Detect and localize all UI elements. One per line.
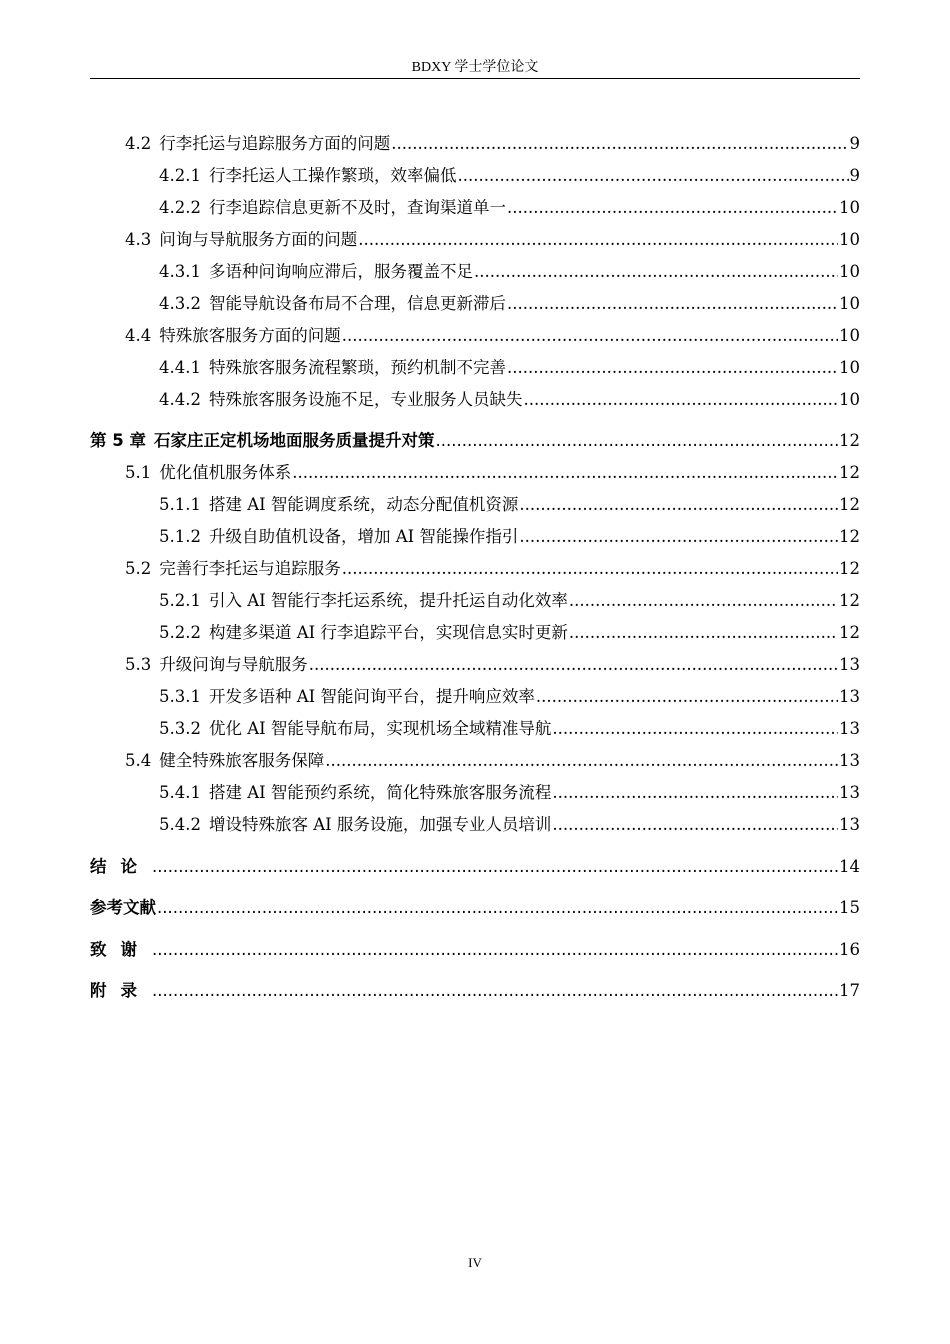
- toc-chapter-entry[interactable]: [90, 892, 860, 924]
- toc-entry-number: 5.1.2: [159, 527, 201, 546]
- toc-entry-title: 搭建 AI 智能预约系统，简化特殊旅客服务流程: [208, 783, 552, 802]
- toc-chapter-entry[interactable]: [90, 425, 860, 457]
- toc-entry-number: 第 5 章: [90, 431, 146, 450]
- toc-entry[interactable]: [90, 192, 860, 224]
- toc-leader-dots: [523, 384, 838, 416]
- toc-entry-number: 5.4.1: [159, 783, 201, 802]
- toc-leader-dots: [342, 320, 838, 352]
- toc-entry-number: 5.2: [125, 559, 152, 578]
- toc-entry-number: 5.2.1: [159, 591, 201, 610]
- toc-entry-title: 石家庄正定机场地面服务质量提升对策: [153, 431, 435, 450]
- toc-entry-title: 搭建 AI 智能调度系统，动态分配值机资源: [208, 495, 519, 514]
- page-footer: [0, 1255, 950, 1271]
- toc-entry[interactable]: [90, 352, 860, 384]
- toc-entry[interactable]: [90, 384, 860, 416]
- toc-entry-number: 5.2.2: [159, 623, 201, 642]
- toc-entry-page: 12: [839, 559, 860, 578]
- toc-entry-page: 13: [839, 655, 860, 674]
- toc-entry-number: 5.1: [125, 463, 152, 482]
- toc-leader-dots: [152, 934, 838, 966]
- toc-entry[interactable]: [90, 745, 860, 777]
- toc-entry-number: 5.1.1: [159, 495, 201, 514]
- toc-entry[interactable]: [90, 681, 860, 713]
- toc-entry-title: 开发多语种 AI 智能问询平台，提升响应效率: [208, 687, 535, 706]
- toc-entry-number: 4.3: [125, 230, 152, 249]
- toc-entry-number: 4.4: [125, 326, 152, 345]
- toc-entry-title: 致谢: [90, 940, 151, 959]
- toc-entry[interactable]: [90, 256, 860, 288]
- toc-entry-page: 9: [849, 166, 860, 185]
- toc-entry-number: 5.4: [125, 751, 152, 770]
- page-header: [90, 58, 860, 79]
- toc-entry-page: 14: [839, 857, 860, 876]
- toc-entry[interactable]: [90, 553, 860, 585]
- toc-entry-page: 12: [839, 527, 860, 546]
- toc-chapter-entry[interactable]: [90, 975, 860, 1007]
- toc-entry-number: 5.3.2: [159, 719, 201, 738]
- toc-entry[interactable]: [90, 224, 860, 256]
- toc-entry[interactable]: [90, 809, 860, 841]
- toc-leader-dots: [507, 192, 838, 224]
- toc-leader-dots: [152, 975, 838, 1007]
- toc-entry-title: 特殊旅客服务方面的问题: [159, 326, 341, 345]
- toc-leader-dots: [552, 777, 838, 809]
- toc-entry-title: 构建多渠道 AI 行李追踪平台，实现信息实时更新: [208, 623, 568, 642]
- toc-entry[interactable]: [90, 128, 860, 160]
- toc-entry-title: 特殊旅客服务流程繁琐，预约机制不完善: [208, 358, 506, 377]
- toc-entry[interactable]: [90, 320, 860, 352]
- header-title: BDXY 学士学位论文: [411, 60, 539, 75]
- toc-entry-page: 16: [839, 940, 860, 959]
- toc-leader-dots: [157, 892, 838, 924]
- toc-leader-dots: [309, 649, 838, 681]
- toc-entry-number: 4.4.2: [159, 390, 201, 409]
- toc-entry[interactable]: [90, 617, 860, 649]
- toc-entry-page: 13: [839, 751, 860, 770]
- toc-entry[interactable]: [90, 160, 860, 192]
- toc-entry-page: 13: [839, 783, 860, 802]
- toc-entry-page: 10: [839, 230, 860, 249]
- toc-entry-page: 17: [839, 981, 860, 1000]
- toc-leader-dots: [325, 745, 838, 777]
- toc-leader-dots: [342, 553, 838, 585]
- toc-entry-page: 13: [839, 687, 860, 706]
- toc-leader-dots: [507, 352, 838, 384]
- toc-entry-title: 升级自助值机设备，增加 AI 智能操作指引: [208, 527, 519, 546]
- toc-entry-title: 附录: [90, 981, 151, 1000]
- toc-entry-title: 行李追踪信息更新不及时，查询渠道单一: [208, 198, 506, 217]
- toc-leader-dots: [457, 160, 848, 192]
- toc-leader-dots: [519, 521, 838, 553]
- toc-entry-title: 完善行李托运与追踪服务: [159, 559, 341, 578]
- toc-entry-number: 4.3.2: [159, 294, 201, 313]
- toc-entry-number: 4.2.2: [159, 198, 201, 217]
- toc-entry-number: 4.4.1: [159, 358, 201, 377]
- toc-leader-dots: [552, 713, 838, 745]
- toc-entry-number: 4.2: [125, 134, 152, 153]
- toc-entry-title: 问询与导航服务方面的问题: [159, 230, 358, 249]
- toc-entry[interactable]: [90, 713, 860, 745]
- toc-entry-title: 优化 AI 智能导航布局，实现机场全域精准导航: [208, 719, 552, 738]
- toc-entry-number: 5.4.2: [159, 815, 201, 834]
- page-number: IV: [468, 1255, 482, 1270]
- toc-leader-dots: [474, 256, 838, 288]
- toc-entry-title: 增设特殊旅客 AI 服务设施，加强专业人员培训: [208, 815, 552, 834]
- toc-entry-page: 12: [839, 495, 860, 514]
- toc-entry-title: 健全特殊旅客服务保障: [159, 751, 325, 770]
- toc-leader-dots: [569, 617, 838, 649]
- toc-entry-title: 特殊旅客服务设施不足，专业服务人员缺失: [208, 390, 523, 409]
- toc-leader-dots: [507, 288, 838, 320]
- toc-entry-page: 12: [839, 623, 860, 642]
- toc-entry-page: 10: [839, 358, 860, 377]
- toc-entry[interactable]: [90, 489, 860, 521]
- toc-entry-number: 5.3.1: [159, 687, 201, 706]
- toc-leader-dots: [358, 224, 838, 256]
- toc-leader-dots: [152, 851, 838, 883]
- toc-entry-number: 4.2.1: [159, 166, 201, 185]
- toc-entry-page: 10: [839, 198, 860, 217]
- toc-entry-page: 10: [839, 262, 860, 281]
- toc-leader-dots: [292, 457, 838, 489]
- toc-entry-title: 引入 AI 智能行李托运系统，提升托运自动化效率: [208, 591, 568, 610]
- toc-entry-page: 12: [839, 591, 860, 610]
- toc-entry-page: 13: [839, 815, 860, 834]
- toc-entry[interactable]: [90, 288, 860, 320]
- toc-entry-page: 10: [839, 294, 860, 313]
- toc-leader-dots: [536, 681, 838, 713]
- toc-entry-title: 智能导航设备布局不合理，信息更新滞后: [208, 294, 506, 313]
- toc-entry[interactable]: [90, 521, 860, 553]
- toc-entry-title: 行李托运人工操作繁琐，效率偏低: [208, 166, 457, 185]
- toc-entry-title: 结论: [90, 857, 151, 876]
- toc-entry-number: 5.3: [125, 655, 152, 674]
- toc-leader-dots: [552, 809, 838, 841]
- toc-entry-page: 13: [839, 719, 860, 738]
- toc-entry-title: 多语种问询响应滞后，服务覆盖不足: [208, 262, 473, 281]
- toc-leader-dots: [569, 585, 838, 617]
- toc-entry[interactable]: [90, 649, 860, 681]
- toc-entry-page: 10: [839, 390, 860, 409]
- toc-entry-title: 参考文献: [90, 898, 156, 917]
- toc-entry-title: 升级问询与导航服务: [159, 655, 308, 674]
- toc-entry[interactable]: [90, 777, 860, 809]
- toc-entry-number: 4.3.1: [159, 262, 201, 281]
- toc-entry[interactable]: [90, 457, 860, 489]
- toc-entry-page: 12: [839, 431, 860, 450]
- toc-leader-dots: [519, 489, 838, 521]
- toc-entry-title: 优化值机服务体系: [159, 463, 292, 482]
- toc-entry[interactable]: [90, 585, 860, 617]
- toc-entry-page: 15: [839, 898, 860, 917]
- toc-entry-page: 12: [839, 463, 860, 482]
- toc-chapter-entry[interactable]: [90, 851, 860, 883]
- toc-leader-dots: [391, 128, 848, 160]
- toc-chapter-entry[interactable]: [90, 934, 860, 966]
- toc-entry-title: 行李托运与追踪服务方面的问题: [159, 134, 391, 153]
- toc-entry-page: 10: [839, 326, 860, 345]
- toc-entry-page: 9: [849, 134, 860, 153]
- toc-leader-dots: [435, 425, 838, 457]
